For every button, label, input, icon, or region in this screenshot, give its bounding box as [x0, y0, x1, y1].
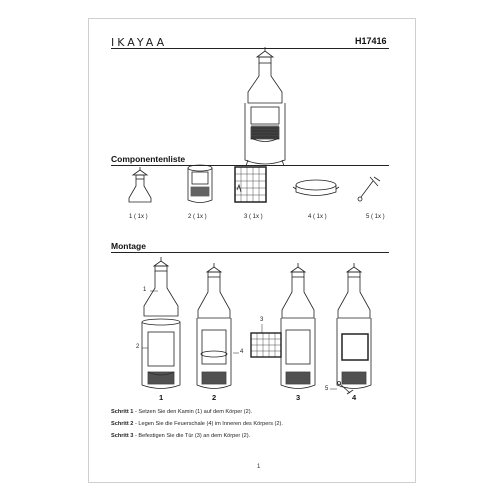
component-label-2: 2 ( 1x )	[188, 214, 207, 220]
callout-1: 1	[143, 287, 147, 293]
assembly-heading: Montage	[111, 241, 146, 251]
assembly-figure-1	[142, 257, 180, 389]
step-3-title: Schritt 3	[111, 433, 134, 439]
step-1-title: Schritt 1	[111, 409, 134, 415]
figure-number-1: 1	[159, 393, 164, 402]
step-2-title: Schritt 2	[111, 421, 134, 427]
step-3-text: - Befestigen Sie die Tür (3) an dem Körper (2).	[133, 433, 251, 439]
component-label-4: 4 ( 1x )	[308, 214, 327, 220]
component-label-5: 5 ( 1x )	[366, 214, 385, 220]
assembly-figure-3	[251, 263, 315, 389]
page-number: 1	[257, 464, 261, 470]
model-number: H17416	[355, 36, 387, 46]
brand-logo: IKAYAA	[111, 36, 168, 49]
components-heading: Componentenliste	[111, 154, 186, 164]
callout-4: 4	[240, 349, 244, 355]
step-1-text: - Setzen Sie den Kamin (1) auf dem Körper (2).	[133, 409, 253, 415]
callout-5: 5	[325, 386, 329, 392]
step-3	[111, 433, 250, 439]
step-1	[111, 409, 252, 415]
figure-number-3: 3	[296, 393, 301, 402]
figure-number-4: 4	[352, 393, 357, 402]
component-label-1: 1 ( 1x )	[129, 214, 148, 220]
figure-number-2: 2	[212, 393, 217, 402]
assembly-figure-4	[337, 263, 371, 394]
step-2	[111, 421, 283, 427]
callout-3: 3	[260, 317, 264, 323]
callout-2: 2	[136, 344, 140, 350]
assembly-figure-2	[197, 263, 231, 389]
component-label-3: 3 ( 1x )	[244, 214, 263, 220]
step-2-text: - Legen Sie die Feuerschale (4) im Inneren des Körpers (2).	[133, 421, 283, 427]
